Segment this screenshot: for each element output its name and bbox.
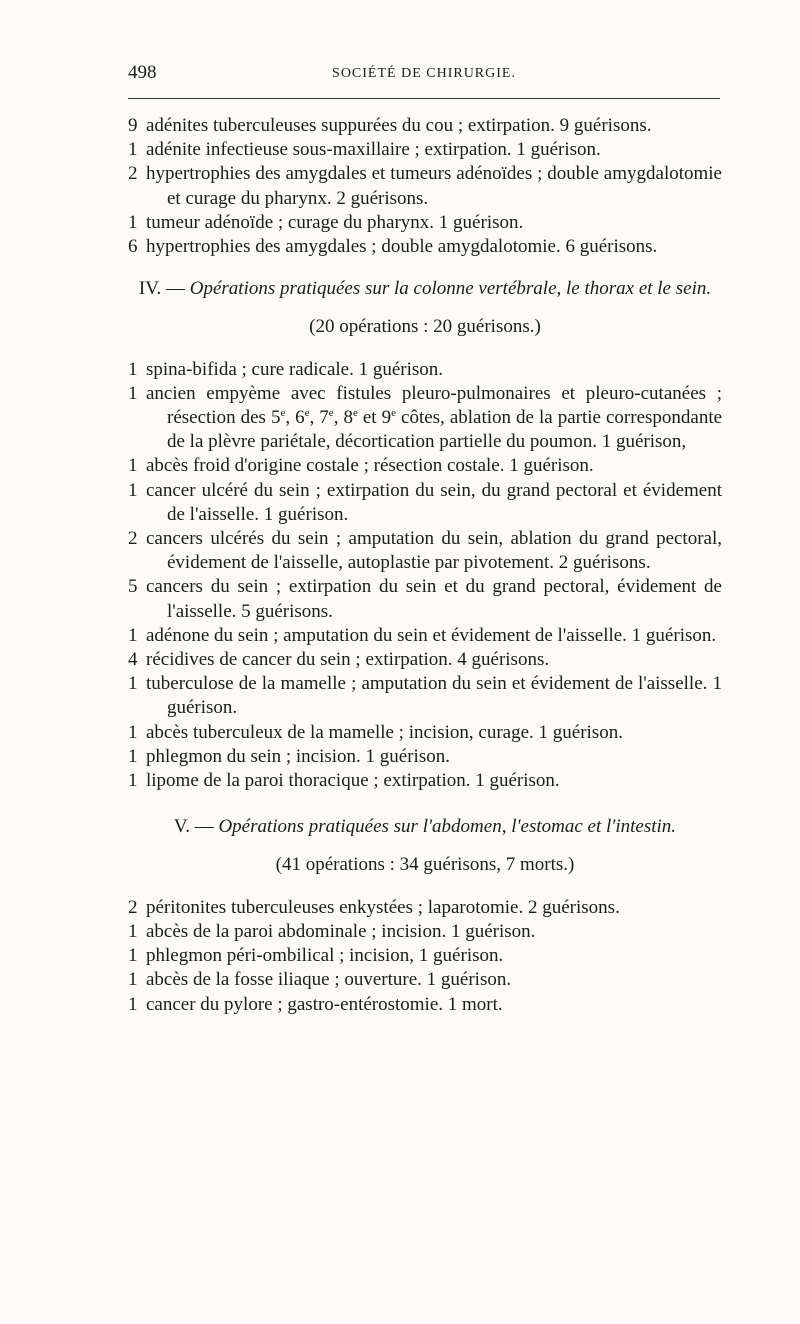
list-item <box>128 235 722 259</box>
item-count: 1 <box>128 721 138 743</box>
list-item <box>128 527 722 575</box>
list-item <box>128 993 722 1017</box>
item-count: 1 <box>128 745 138 767</box>
item-count: 9 <box>128 115 138 136</box>
item-text: cancer du pylore ; gastro-entérostomie. 1 mort. <box>146 993 503 1015</box>
list-item <box>128 968 722 992</box>
list-item <box>128 162 722 210</box>
item-text: côtes, ablation de la partie correspondante de la plèvre pariétale, décortication partielle du poumon. 1 guérison, <box>167 407 723 453</box>
list-item <box>128 944 722 968</box>
list-item <box>128 745 722 769</box>
list-item <box>128 648 722 672</box>
item-text: ancien empyème avec fistules pleuro-pulmonaires et pleuro-cutanées ; résection des 5 <box>146 382 722 429</box>
item-count: 5 <box>128 576 138 598</box>
item-count: 1 <box>128 945 138 967</box>
item-text: phlegmon péri-ombilical ; incision, 1 guérison. <box>146 945 504 967</box>
item-text: abcès froid d'origine costale ; résection costale. 1 guérison. <box>146 455 594 477</box>
item-text: hypertrophies des amygdales ; double amygdalotomie. 6 guérisons. <box>146 236 658 258</box>
section-iv-heading: Opérations pratiquées sur la colonne vertébrale, le thorax et le sein. <box>189 278 712 300</box>
ordinal-superscript: e <box>352 407 358 420</box>
list-item <box>128 920 722 944</box>
item-count: 2 <box>128 163 138 185</box>
ordinal-superscript: e <box>328 407 334 420</box>
item-text: adénone du sein ; amputation du sein et évidement de l'aisselle. 1 guérison. <box>146 624 717 646</box>
item-count: 1 <box>128 969 138 991</box>
item-text: tuberculose de la mamelle ; amputation du sein et évidement de l'aisselle. 1 guérison. <box>146 673 722 719</box>
item-text: récidives de cancer du sein ; extirpation. 4 guérisons. <box>146 649 550 671</box>
list-item <box>128 211 722 235</box>
section-iv-summary: (20 opérations : 20 guérisons.) <box>309 316 541 338</box>
item-count: 1 <box>128 358 138 380</box>
item-count: 1 <box>128 993 138 1015</box>
section-v-title <box>128 815 722 839</box>
item-count: 6 <box>128 236 138 258</box>
entry-list-a <box>128 114 722 259</box>
running-title: SOCIÉTÉ DE CHIRURGIE. <box>332 66 516 81</box>
list-item <box>128 358 722 382</box>
item-text: péritonites tuberculeuses enkystées ; laparotomie. 2 guérisons. <box>146 896 620 918</box>
item-text: abcès de la fosse iliaque ; ouverture. 1 guérison. <box>146 969 512 991</box>
item-count: 2 <box>128 896 138 918</box>
item-count: 4 <box>128 649 138 671</box>
item-text: cancer ulcéré du sein ; extirpation du sein, du grand pectoral et évidement de l'aisselle. 1 guérison. <box>146 479 722 525</box>
item-text: adénite infectieuse sous-maxillaire ; extirpation. 1 guérison. <box>146 139 601 161</box>
item-text: et 9 <box>357 407 392 429</box>
item-count: 1 <box>128 479 138 501</box>
item-text: tumeur adénoïde ; curage du pharynx. 1 guérison. <box>146 211 524 233</box>
section-v-heading: Opérations pratiquées sur l'abdomen, l'estomac et l'intestin. <box>218 816 677 838</box>
item-text: adénites tuberculeuses suppurées du cou ; extirpation. 9 guérisons. <box>146 115 652 136</box>
header-rule <box>128 98 720 99</box>
page-number: 498 <box>128 62 157 83</box>
item-count: 1 <box>128 624 138 646</box>
item-count: 1 <box>128 770 138 792</box>
item-text: cancers du sein ; extirpation du sein et du grand pectoral, évidement de l'aisselle. 5 guérisons. <box>146 576 722 622</box>
item-text: phlegmon du sein ; incision. 1 guérison. <box>146 745 450 767</box>
item-text: cancers ulcérés du sein ; amputation du sein, ablation du grand pectoral, évidement de l'aisselle, autoplastie par pivotement. 2 guérisons. <box>146 528 722 574</box>
list-item <box>128 114 722 138</box>
section-v-number: V. — <box>173 816 219 838</box>
ordinal-superscript: e <box>304 407 310 420</box>
item-count: 1 <box>128 673 138 695</box>
list-item <box>128 454 722 478</box>
body-text <box>128 114 722 1017</box>
item-text: spina-bifida ; cure radicale. 1 guérison. <box>146 358 444 380</box>
item-count: 1 <box>128 382 138 404</box>
item-text: abcès de la paroi abdominale ; incision. 1 guérison. <box>146 920 536 942</box>
item-count: 1 <box>128 211 138 233</box>
ordinal-superscript: e <box>391 407 396 420</box>
list-item <box>128 575 722 623</box>
item-text: lipome de la paroi thoracique ; extirpation. 1 guérison. <box>146 770 560 792</box>
list-item <box>128 769 722 793</box>
list-item <box>128 138 722 162</box>
ordinal-superscript: e <box>280 407 286 420</box>
item-count: 1 <box>128 455 138 477</box>
entry-list-b <box>128 358 722 794</box>
item-count: 1 <box>128 920 138 942</box>
list-item <box>128 896 722 920</box>
list-item <box>128 382 722 455</box>
item-count: 2 <box>128 528 138 550</box>
page-header <box>128 62 720 90</box>
list-item <box>128 672 722 720</box>
entry-list-c <box>128 896 722 1017</box>
section-v-summary: (41 opérations : 34 guérisons, 7 morts.) <box>275 854 575 876</box>
section-iv-number: IV. — <box>138 278 190 300</box>
item-text: hypertrophies des amygdales et tumeurs adénoïdes ; double amygdalotomie et curage du pharynx. 2 guérisons. <box>146 163 722 209</box>
item-text: , 7 <box>309 407 329 429</box>
item-text: , 6 <box>285 407 305 429</box>
item-text: abcès tuberculeux de la mamelle ; incision, curage. 1 guérison. <box>146 721 623 743</box>
item-count: 1 <box>128 139 138 161</box>
section-iv-title <box>128 277 722 301</box>
item-text: , 8 <box>333 407 353 429</box>
list-item <box>128 479 722 527</box>
list-item <box>128 624 722 648</box>
list-item <box>128 721 722 745</box>
